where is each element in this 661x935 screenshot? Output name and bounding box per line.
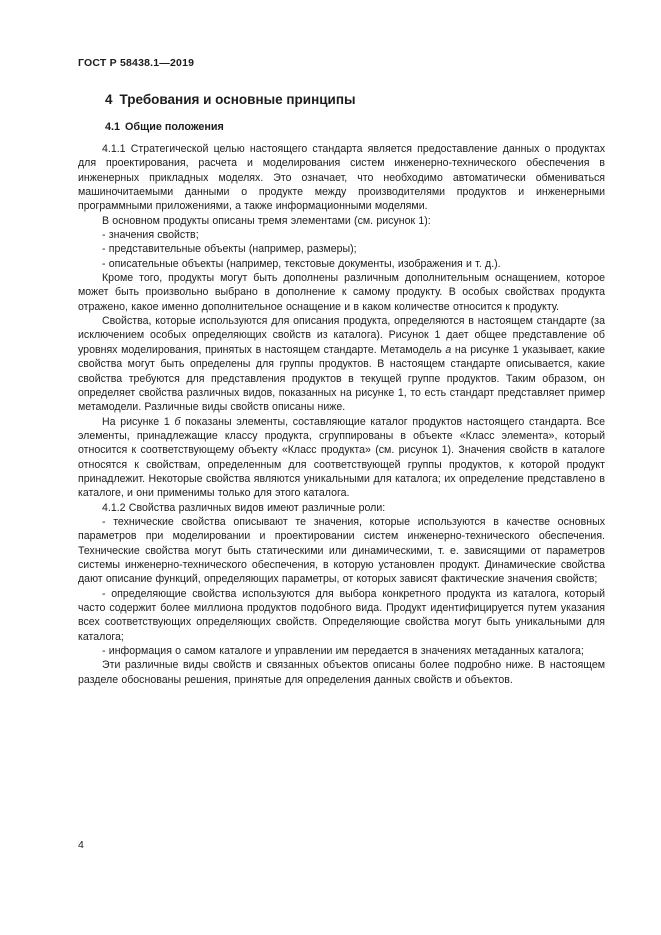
figure-letter-a: а xyxy=(445,343,452,356)
paragraph-final: Эти различные виды свойств и связанных объектов описаны более подробно ниже. В настоящем разделе обоснованы решения, принятые для определения данных свойств и объектов. xyxy=(78,659,605,686)
list-item: - определяющие свойства используются для выбора конкретного продукта из каталога, который часто содержит более миллиона продуктов подобного вида. Продукт идентифицируется путем указания всех соответствующих определяющих свойств. Определяющие свойства могут быть уникальными для каталога; xyxy=(78,587,605,643)
paragraph-risunok-text: На рисунке 1 xyxy=(102,415,175,428)
paragraph-elements-intro: В основном продукты описаны тремя элементами (см. рисунок 1): xyxy=(102,214,431,227)
list-item: - технические свойства описывают те значения, которые используются в качестве основных параметров при моделировании и проектировании систем инженерно-технического обеспечения. Технические свойства могут быть статическими или динамическими, т. е. зависящими от параметров системы инженерно-технического обеспечения, в которую установлен продукт. Динамические свойства дают описание функций, определяющих параметры, от которых зависят фактические значения свойств; xyxy=(78,515,605,586)
paragraph-svoistva-text-cont: на рисунке 1 указывает, какие свойства могут быть определены для группы продуктов. В настоящем стандарте описывается, какие свойства требуются для представления продуктов в текущей группе продуктов. Таким образом, он определяет свойства различных видов, показанных на рисунке 1, то есть стандарт представляет пример метамодели. Различные виды свойств описаны ниже. xyxy=(78,343,605,414)
paragraph-krome: Кроме того, продукты могут быть дополнены различным дополнительным оснащением, которое может быть произвольно выбрано в дополнение к самому продукту. В особых свойствах продукта отражено, какое именно дополнительное оснащение и в каком количестве относится к продукту. xyxy=(78,272,605,313)
list-item: - информация о самом каталоге и управлении им передается в значениях метаданных каталога; xyxy=(102,645,584,658)
section-heading xyxy=(105,92,605,107)
paragraph-4-1-1: 4.1.1 Стратегической целью настоящего стандарта является предоставление данных о продуктах для проектирования, расчета и моделирования систем инженерно-технического обеспечения в инженерных прикладных моделях. Это означает, что необходимо автоматически обмениваться машиночитаемыми данными о продукте между производителями продуктов и инженерными программными приложениями, а также информационными моделями. xyxy=(78,143,605,213)
paragraph-4-1-2: 4.1.2 Свойства различных видов имеют различные роли: xyxy=(102,501,386,514)
figure-letter-b: б xyxy=(174,415,181,428)
subsection-heading xyxy=(105,121,605,134)
subsection-number: 4.1 xyxy=(105,121,121,133)
section-title: Требования и основные принципы xyxy=(119,92,356,107)
list-item: - представительные объекты (например, размеры); xyxy=(102,243,357,256)
section-number: 4 xyxy=(105,92,113,107)
subsection-title: Общие положения xyxy=(125,121,224,133)
paragraph-risunok-text-cont: показаны элементы, составляющие каталог продуктов настоящего стандарта. Все элементы, принадлежащие классу продукта, сгруппированы в объекте «Класс элемента», который относится к соответствующему объекту «Класс продукта» (см. рисунок 1). Значения свойств в каталоге относятся к свойствам, определенным для соответствующей группы продуктов, к которой продукт принадлежит. Некоторые свойства являются уникальными для каталога; их определение представлено в каталоге, и они применимы только для этого каталога. xyxy=(78,415,605,500)
list-item: - описательные объекты (например, текстовые документы, изображения и т. д.). xyxy=(102,257,501,270)
list-item: - значения свойств; xyxy=(102,229,199,242)
running-header: ГОСТ Р 58438.1—2019 xyxy=(78,57,195,69)
text-column xyxy=(78,92,605,687)
paragraph-risunok xyxy=(78,415,605,501)
paragraph-svoistva-text: Свойства, которые используются для описания продукта, определяются в настоящем стандарте (за исключением особых определяющих свойств из каталога). Рисунок 1 дает общее представление об уровнях моделирования, принятых в настоящем стандарте. Метамодель xyxy=(78,315,605,356)
page-number: 4 xyxy=(78,839,84,851)
paragraph-svoistva xyxy=(78,314,605,414)
